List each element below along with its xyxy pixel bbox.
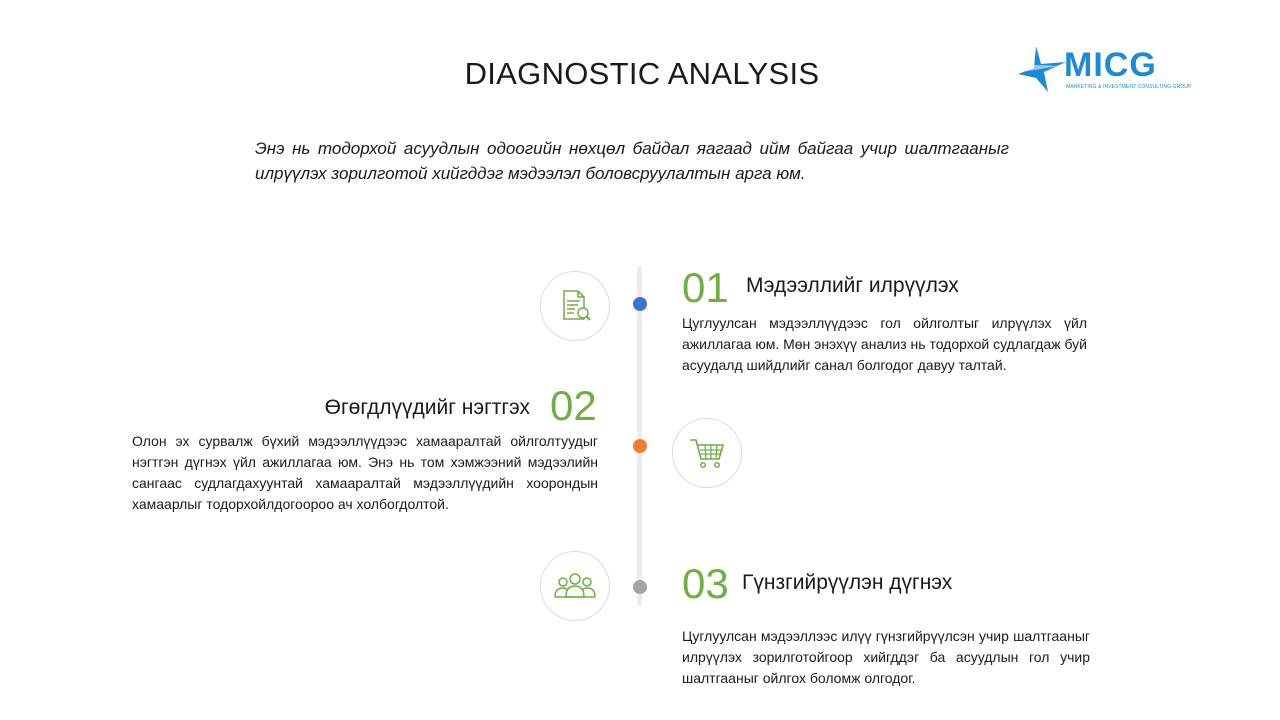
step-3-icon-circle [540,551,610,621]
step-2-text: Олон эх сурвалж бүхий мэдээллүүдээс хамааралтай ойлголтуудыг нэгтгэн дүгнэх үйл ажиллагаа юм. Энэ нь том хэмжээний мэдээлийн сангаас судлагдахуунтай хамааралтай мэдээллүүдийн хоорондын хамаарлыг тодорхойлдогоороо ач холбогдолтой. [132,433,598,512]
step-2-heading: Өгөгдлүүдийг нэгтгэх [324,396,530,419]
page-title: DIAGNOSTIC ANALYSIS [464,56,820,91]
step-1-heading: Мэдээллийг илрүүлэх [746,274,959,297]
timeline-dot-3 [633,580,647,594]
document-search-icon [556,287,594,325]
star-swoosh-icon [1014,44,1070,96]
timeline-line [637,266,642,606]
micg-logo [1014,44,1192,96]
step-1-icon-circle [540,271,610,341]
intro-text: Энэ нь тодорхой асуудлын одоогийн нөхцөл байдал яагаад ийм байгаа учир шалтгааныг илрүүлэх зорилготой хийгддэг мэдээлэл боловсруулалтын арга юм. [255,139,1009,183]
step-2-icon-circle [672,418,742,488]
step-3-heading: Гүнзгийрүүлэн дүгнэх [742,571,953,594]
step-2-number: 02 [550,382,597,429]
shopping-cart-icon [687,433,727,473]
step-1-text: Цуглуулсан мэдээллүүдээс гол ойлголтыг илрүүлэх үйл ажиллагаа юм. Мөн энэхүү анализ нь тодорхой судлагдаж буй асуудалд шийдлийг санал болгодог давуу талтай. [682,315,1087,373]
timeline-dot-2 [633,439,647,453]
step-1-number: 01 [682,264,729,311]
step-3-number: 03 [682,560,729,607]
logo-subtitle: MARKETING & INVESTMENT CONSULTING GROUP [1066,84,1192,90]
people-group-icon [553,569,597,603]
step-3-text: Цуглуулсан мэдээллээс илүү гүнзгийрүүлсэн учир шалтгааныг илрүүлэх зорилготойгоор хийгддэг ба асуудлын гол учир шалтгааныг ойлгох боломж олгодог. [682,628,1090,686]
timeline-dot-1 [633,297,647,311]
logo-text: MICG [1064,46,1157,84]
